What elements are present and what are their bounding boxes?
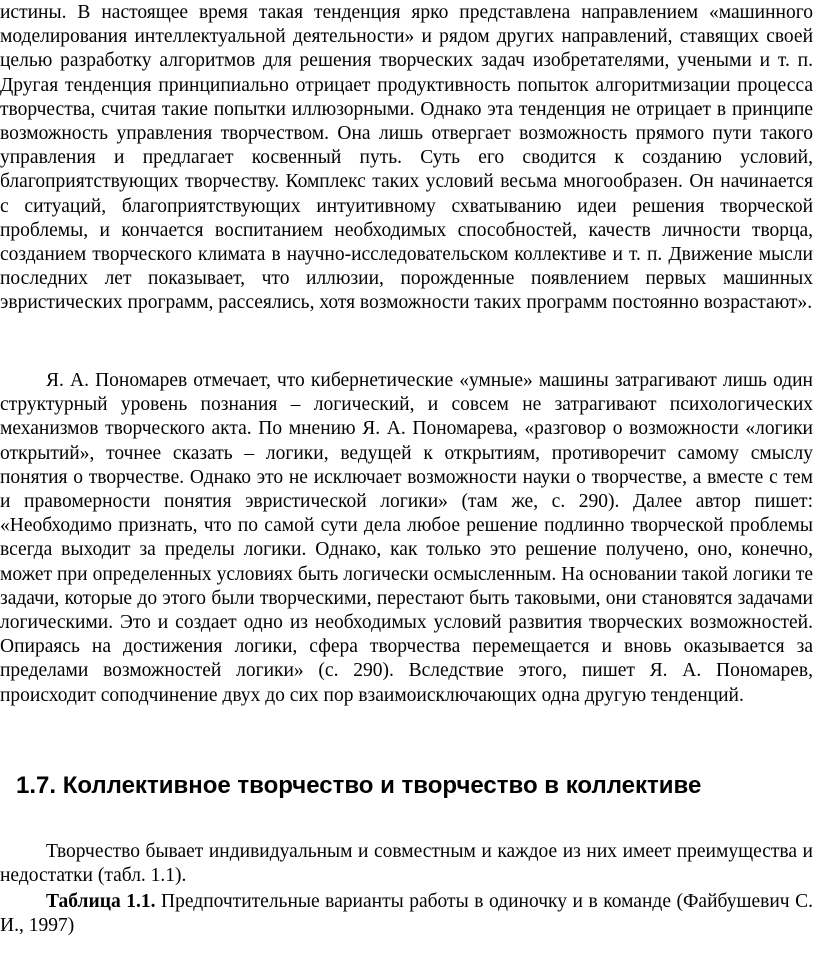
table-caption — [0, 890, 813, 938]
paragraph-3: Творчество бывает индивидуальным и совместным и каждое из них имеет преимущества и недостатки (табл. 1.1). — [0, 841, 813, 887]
table-caption-label: Таблица 1.1. — [46, 891, 156, 912]
table-caption-text: Предпочтительные варианты работы в одиночку и в команде (Файбушевич С. И., 1997) — [0, 891, 813, 937]
paragraph-1: истины. В настоящее время такая тенденция ярко представлена направлением «машинного моделирования интеллектуальной деятельности» и рядом других направлений, ставящих своей целью разработку алгоритмов для решения творческих задач изобретателями, учеными и т. п. Другая тенденция принципиально отрицает продуктивность попыток алгоритмизации процесса творчества, считая такие попытки иллюзорными. Однако эта тенденция не отрицает в принципе возможность управления творчеством. Она лишь отвергает возможность прямого пути такого управления и предлагает косвенный путь. Суть его сводится к созданию условий, благоприятствующих творчеству. Комплекс таких условий весьма многообразен. Он начинается с ситуаций, благоприятствующих интуитивному схватыванию идеи решения творческой проблемы, и кончается воспитанием необходимых способностей, качеств личности творца, созданием творческого климата в научно-исследовательском коллективе и т. п. Движение мысли последних лет показывает, что иллюзии, порожденные появлением первых машинных эвристических программ, рассеялись, хотя возможности таких программ постоянно возрастают». — [0, 2, 813, 314]
paragraph-2: Я. А. Пономарев отмечает, что кибернетические «умные» машины затрагивают лишь один структурный уровень познания – логический, и совсем не затрагивают психологических механизмов творческого акта. По мнению Я. А. Пономарева, «разговор о возможности «логики открытий», точнее сказать – логики, ведущей к открытиям, противоречит самому смыслу понятия о творчестве. Однако это не исключает возможности науки о творчестве, а вместе с тем и правомерности понятия эвристической логики» (там же, с. 290). Далее автор пишет: «Необходимо признать, что по самой сути дела любое решение подлинно творческой проблемы всегда выходит за пределы логики. Однако, как только это решение получено, оно, конечно, может при определенных условиях быть логически осмысленным. На основании такой логики те задачи, которые до этого были творческими, перестают быть таковыми, они становятся задачами логическими. Это и создает одно из необходимых условий развития творческих возможностей. Опираясь на достижения логики, сфера творчества перемещается и вновь оказывается за пределами возможностей логики» (с. 290). Вследствие этого, пишет Я. А. Пономарев, происходит соподчинение двух до сих пор взаимоисключающих одна другую тенденций. — [0, 370, 813, 706]
section-heading: 1.7. Коллективное творчество и творчество в коллективе — [16, 772, 702, 799]
